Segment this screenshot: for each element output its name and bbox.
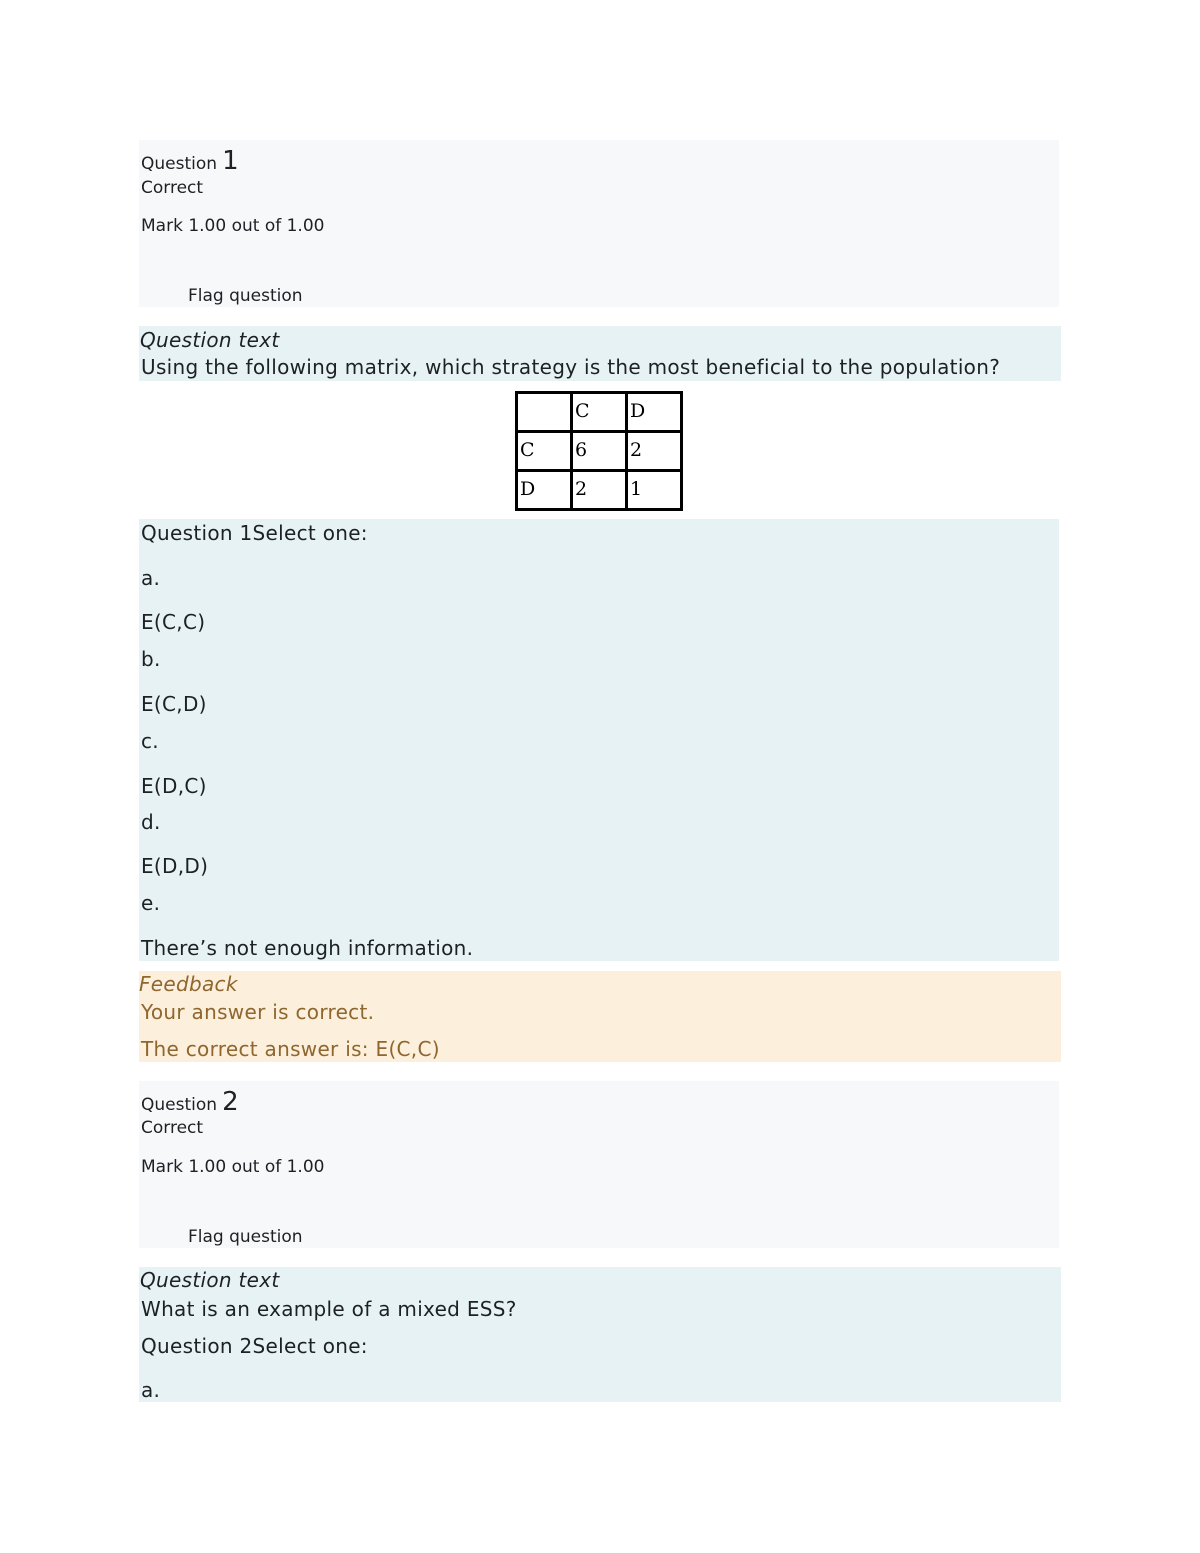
question-label: Question bbox=[141, 1095, 218, 1115]
matrix-row bbox=[517, 432, 682, 471]
flag-question-link[interactable]: Flag question bbox=[188, 1227, 303, 1247]
matrix-cell: D bbox=[517, 471, 572, 510]
question-1-answers bbox=[139, 519, 1059, 961]
option-a-text[interactable]: E(C,C) bbox=[141, 610, 206, 634]
option-d-text[interactable]: E(D,D) bbox=[141, 854, 209, 878]
matrix-cell: 2 bbox=[572, 471, 627, 510]
question-text: Using the following matrix, which strategy is the most beneficial to the population? bbox=[141, 355, 1001, 379]
option-a-letter[interactable]: a. bbox=[141, 566, 161, 590]
option-a-letter[interactable]: a. bbox=[141, 1378, 161, 1402]
matrix-row bbox=[517, 471, 682, 510]
question-2-text-block bbox=[139, 1267, 1061, 1402]
question-2-info bbox=[139, 1081, 1059, 1248]
question-1-text-block bbox=[139, 326, 1061, 381]
question-2-heading bbox=[141, 1087, 239, 1117]
select-prompt: Question 2Select one: bbox=[141, 1334, 368, 1358]
question-1-heading bbox=[141, 146, 239, 176]
question-text: What is an example of a mixed ESS? bbox=[141, 1297, 517, 1321]
feedback-result: Your answer is correct. bbox=[141, 1000, 375, 1024]
option-b-text[interactable]: E(C,D) bbox=[141, 692, 207, 716]
option-c-text[interactable]: E(D,C) bbox=[141, 774, 207, 798]
question-number: 1 bbox=[222, 146, 239, 176]
question-mark: Mark 1.00 out of 1.00 bbox=[141, 216, 325, 236]
question-1-info bbox=[139, 140, 1059, 307]
feedback-heading: Feedback bbox=[139, 972, 238, 996]
question-label: Question bbox=[141, 154, 218, 174]
option-e-text[interactable]: There’s not enough information. bbox=[141, 936, 474, 960]
question-mark: Mark 1.00 out of 1.00 bbox=[141, 1157, 325, 1177]
matrix-cell: 1 bbox=[627, 471, 682, 510]
feedback-correct-answer: The correct answer is: E(C,C) bbox=[141, 1037, 440, 1061]
question-text-heading: Question text bbox=[140, 1268, 280, 1292]
option-e-letter[interactable]: e. bbox=[141, 891, 161, 915]
question-number: 2 bbox=[222, 1087, 239, 1117]
option-b-letter[interactable]: b. bbox=[141, 647, 161, 671]
question-state: Correct bbox=[141, 178, 204, 198]
matrix-cell: D bbox=[627, 393, 682, 432]
select-prompt: Question 1Select one: bbox=[141, 521, 368, 545]
option-d-letter[interactable]: d. bbox=[141, 810, 161, 834]
matrix-cell: 2 bbox=[627, 432, 682, 471]
matrix-cell: C bbox=[517, 432, 572, 471]
question-text-heading: Question text bbox=[140, 328, 280, 352]
flag-question-link[interactable]: Flag question bbox=[188, 286, 303, 306]
matrix-cell: C bbox=[572, 393, 627, 432]
matrix-row bbox=[517, 393, 682, 432]
question-state: Correct bbox=[141, 1118, 204, 1138]
option-c-letter[interactable]: c. bbox=[141, 729, 159, 753]
question-1-feedback bbox=[139, 971, 1061, 1062]
payoff-matrix bbox=[515, 391, 683, 511]
matrix-cell bbox=[517, 393, 572, 432]
matrix-cell: 6 bbox=[572, 432, 627, 471]
